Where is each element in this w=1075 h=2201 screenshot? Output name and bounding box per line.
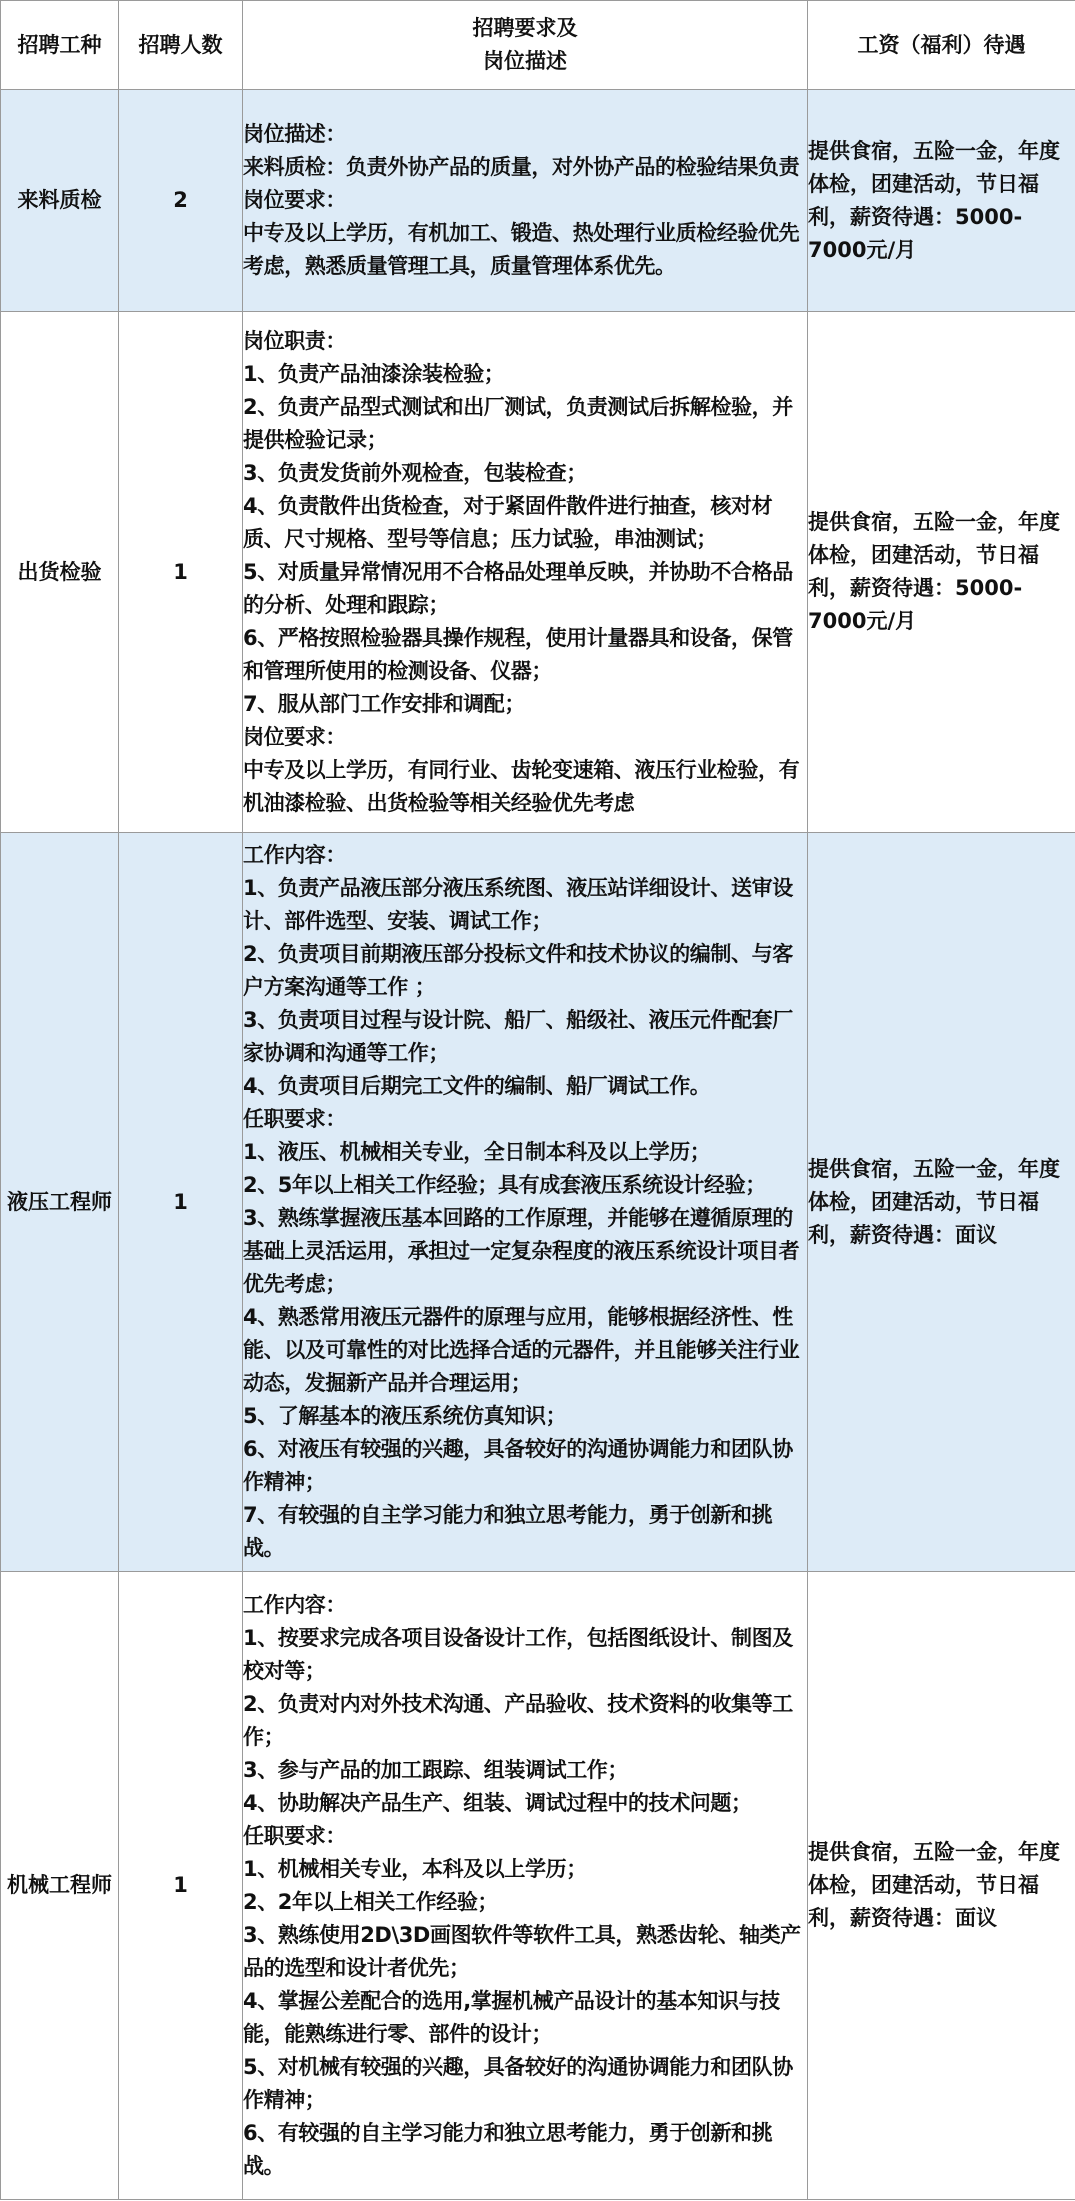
header-requirements-line1: 招聘要求及 xyxy=(472,16,578,40)
headcount-cell: 2 xyxy=(119,90,243,312)
headcount-cell: 1 xyxy=(119,1572,243,2200)
table-header-row xyxy=(1,1,1075,90)
salary-cell: 提供食宿，五险一金，年度体检，团建活动，节日福利，薪资待遇：面议 xyxy=(808,833,1075,1572)
headcount-cell: 1 xyxy=(119,833,243,1572)
salary-cell: 提供食宿，五险一金，年度体检，团建活动，节日福利，薪资待遇：面议 xyxy=(808,1572,1075,2200)
table-row xyxy=(1,833,1075,1572)
job-type-cell: 来料质检 xyxy=(1,90,119,312)
header-requirements xyxy=(243,1,808,90)
description-cell: 岗位描述： 来料质检：负责外协产品的质量，对外协产品的检验结果负责 岗位要求： 中专及以上学历，有机加工、锻造、热处理行业质检经验优先考虑，熟悉质量管理工具，质量管理体系优先。 xyxy=(243,90,808,312)
header-salary: 工资（福利）待遇 xyxy=(808,1,1075,90)
description-cell: 岗位职责： 1、负责产品油漆涂装检验； 2、负责产品型式测试和出厂测试，负责测试后拆解检验，并提供检验记录； 3、负责发货前外观检查，包装检查； 4、负责散件出货检查，对于紧固件散件进行抽查，核对材质、尺寸规格、型号等信息；压力试验，串油测试； 5、对质量异常情况用不合格品处理单反映，并协助不合格品的分析、处理和跟踪； 6、严格按照检验器具操作规程，使用计量器具和设备，保管和管理所使用的检测设备、仪器； 7、服从部门工作安排和调配； 岗位要求： 中专及以上学历，有同行业、齿轮变速箱、液压行业检验，有机油漆检验、出货检验等相关经验优先考虑 xyxy=(243,312,808,833)
table-row xyxy=(1,312,1075,833)
job-type-cell: 出货检验 xyxy=(1,312,119,833)
table-row xyxy=(1,1572,1075,2200)
header-job-type: 招聘工种 xyxy=(1,1,119,90)
job-type-cell: 机械工程师 xyxy=(1,1572,119,2200)
header-requirements-line2: 岗位描述 xyxy=(483,49,567,73)
job-type-cell: 液压工程师 xyxy=(1,833,119,1572)
salary-cell: 提供食宿，五险一金，年度体检，团建活动，节日福利，薪资待遇：5000-7000元/月 xyxy=(808,312,1075,833)
table-row xyxy=(1,90,1075,312)
description-cell: 工作内容： 1、负责产品液压部分液压系统图、液压站详细设计、送审设计、部件选型、安装、调试工作； 2、负责项目前期液压部分投标文件和技术协议的编制、与客户方案沟通等工作 ； 3、负责项目过程与设计院、船厂、船级社、液压元件配套厂家协调和沟通等工作； 4、负责项目后期完工文件的编制、船厂调试工作。 任职要求： 1、液压、机械相关专业，全日制本科及以上学历； 2、5年以上相关工作经验；具有成套液压系统设计经验； 3、熟练掌握液压基本回路的工作原理，并能够在遵循原理的基础上灵活运用，承担过一定复杂程度的液压系统设计项目者优先考虑； 4、熟悉常用液压元器件的原理与应用，能够根据经济性、性能、以及可靠性的对比选择合适的元器件，并且能够关注行业动态，发掘新产品并合理运用； 5、了解基本的液压系统仿真知识； 6、对液压有较强的兴趣，具备较好的沟通协调能力和团队协作精神； 7、有较强的自主学习能力和独立思考能力，勇于创新和挑战。 xyxy=(243,833,808,1572)
salary-cell: 提供食宿，五险一金，年度体检，团建活动，节日福利，薪资待遇：5000-7000元/月 xyxy=(808,90,1075,312)
header-headcount: 招聘人数 xyxy=(119,1,243,90)
headcount-cell: 1 xyxy=(119,312,243,833)
description-cell: 工作内容： 1、按要求完成各项目设备设计工作，包括图纸设计、制图及校对等； 2、负责对内对外技术沟通、产品验收、技术资料的收集等工作； 3、参与产品的加工跟踪、组装调试工作； 4、协助解决产品生产、组装、调试过程中的技术问题； 任职要求： 1、机械相关专业，本科及以上学历； 2、2年以上相关工作经验； 3、熟练使用2D\3D画图软件等软件工具，熟悉齿轮、轴类产品的选型和设计者优先； 4、掌握公差配合的选用,掌握机械产品设计的基本知识与技能，能熟练进行零、部件的设计； 5、对机械有较强的兴趣，具备较好的沟通协调能力和团队协作精神； 6、有较强的自主学习能力和独立思考能力，勇于创新和挑战。 xyxy=(243,1572,808,2200)
